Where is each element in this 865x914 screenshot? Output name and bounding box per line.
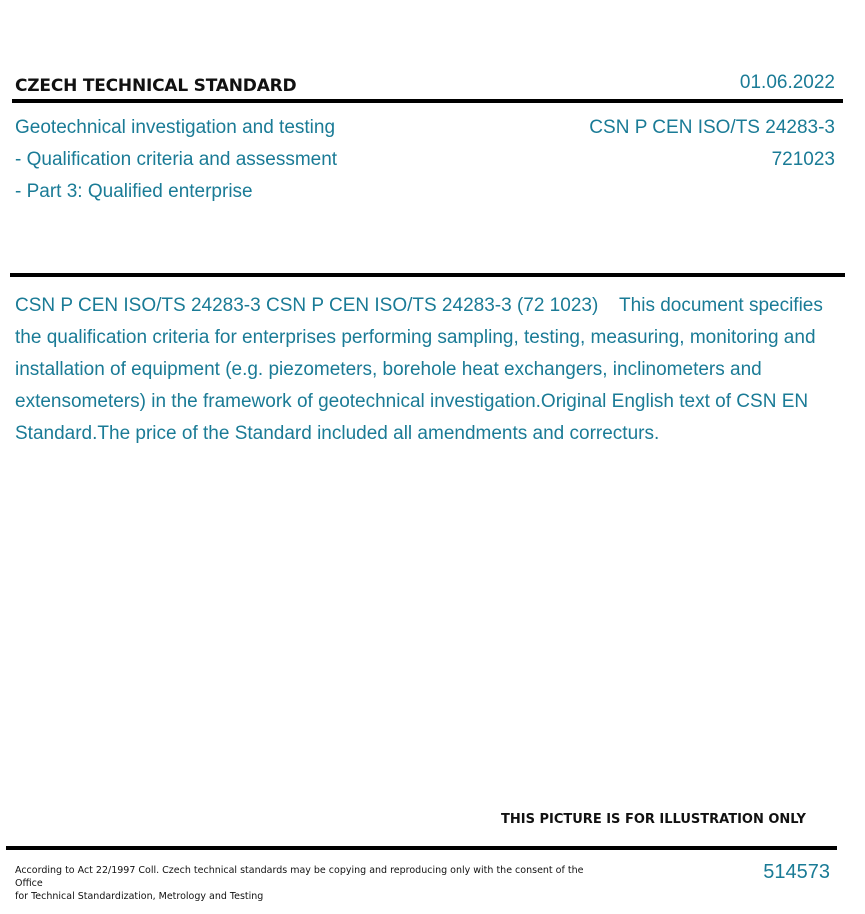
title-divider: [10, 273, 845, 277]
title-line-3: - Part 3: Qualified enterprise: [15, 181, 253, 202]
legal-notice-line-1: According to Act 22/1997 Coll. Czech technical standards may be copying and reproducing only with the consent of the Office: [15, 865, 584, 889]
abstract-text: CSN P CEN ISO/TS 24283-3 CSN P CEN ISO/TS 24283-3 (72 1023) This document specifies the qualification criteria for enterprises performing sampling, testing, measuring, monitoring and installation of equipment (e.g. piezometers, borehole heat exchangers, inclinometers and extensometers) in the framework of geotechnical investigation.Original English text of CSN EN Standard.The price of the Standard included all amendments and correcturs.: [15, 295, 829, 444]
standard-code: CSN P CEN ISO/TS 24283-3: [589, 117, 835, 138]
illustration-notice: THIS PICTURE IS FOR ILLUSTRATION ONLY: [501, 812, 806, 827]
class-number: 721023: [771, 149, 835, 170]
footer-divider: [6, 846, 837, 850]
legal-notice-line-2: for Technical Standardization, Metrology and Testing: [15, 891, 264, 902]
title-line-2: - Qualification criteria and assessment: [15, 149, 338, 170]
document-number: 514573: [763, 861, 830, 883]
publication-date: 01.06.2022: [739, 72, 835, 93]
standard-type-label: CZECH TECHNICAL STANDARD: [15, 76, 297, 96]
header-divider: [12, 99, 843, 103]
legal-notice: [15, 864, 595, 903]
title-line-1: Geotechnical investigation and testing: [15, 117, 336, 138]
